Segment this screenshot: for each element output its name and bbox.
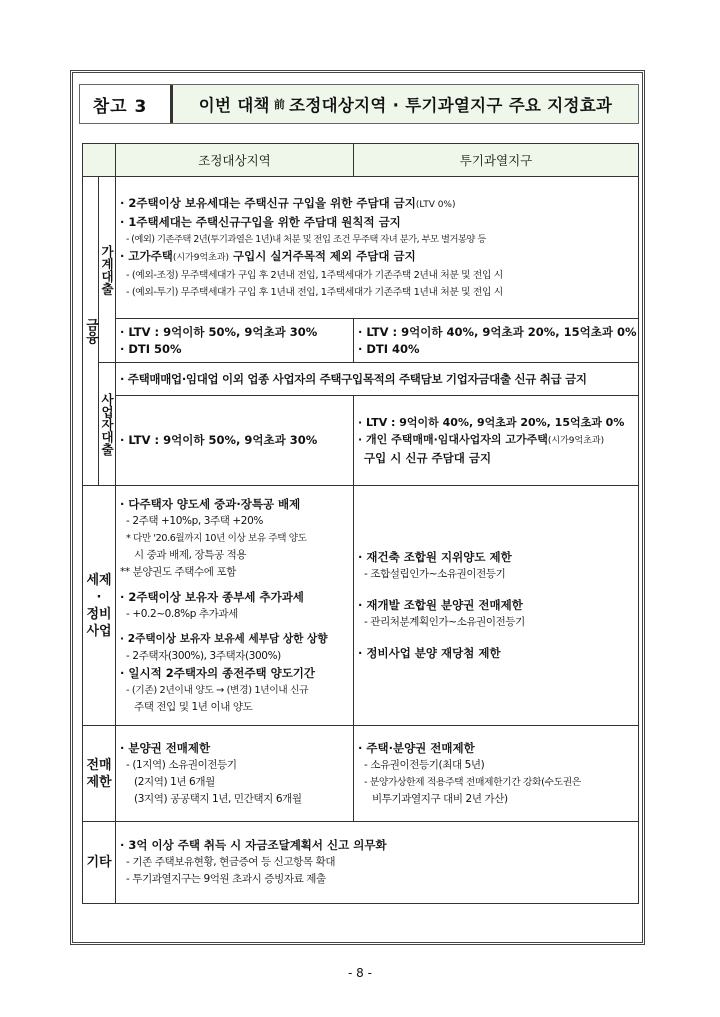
tax-right-0: · 재건축 조합원 지위양도 제한: [358, 550, 512, 564]
business-common-cell: [116, 363, 639, 396]
business-left-cell: [116, 396, 354, 486]
business-right-cell: [354, 396, 639, 486]
tax-right-2: · 재개발 조합원 분양권 전매제한: [358, 598, 523, 612]
column-header-adjustment-area: 조정대상지역: [116, 144, 354, 177]
tax-left-8: - 2주택자(300%), 3주택자(300%): [126, 649, 281, 662]
resale-left-3: (3지역) 공공택지 1년, 민간택지 6개월: [134, 792, 302, 805]
tax-right-1: - 조합설립인가~소유권이전등기: [364, 568, 506, 580]
resale-left-2: (2지역) 1년 6개월: [134, 775, 215, 788]
hh-line4b: 구입시 실거주목적 제외 주담대 금지: [229, 248, 416, 263]
title-mid: 前: [273, 98, 286, 111]
comparison-table: [82, 143, 639, 904]
biz-right-ltv: · LTV : 9억이하 40%, 9억초과 20%, 15억초과 0%: [358, 416, 625, 429]
hh-right-ltv: · LTV : 9억이하 40%, 9억초과 20%, 15억초과 0%: [358, 324, 637, 339]
title-pre: 이번 대책: [198, 96, 270, 115]
hh-line1-note: (LTV 0%): [415, 199, 456, 210]
tax-left-1: - 2주택 +10%p, 3주택 +20%: [126, 514, 263, 527]
tax-left-6: - +0.2~0.8%p 추가과세: [126, 607, 238, 620]
title-post: 조정대상지역 · 투기과열지구 주요 지정효과: [289, 96, 613, 115]
tax-right-3: - 관리처분계획인가~소유권이전등기: [364, 616, 525, 628]
resale-right-3: 비투기과열지구 대비 2년 가산): [372, 792, 508, 805]
tax-left-7: · 2주택이상 보유자 보유세 세부담 상한 상향: [120, 632, 328, 645]
household-common-cell: [116, 177, 639, 319]
tax-right-4: · 정비사업 분양 재당첨 제한: [358, 646, 501, 660]
resale-right-cell: [354, 726, 639, 822]
hh-left-ltv: · LTV : 9억이하 50%, 9억초과 30%: [120, 324, 318, 339]
tax-left-5: · 2주택이상 보유자 종부세 추가과세: [120, 589, 304, 604]
page-number: - 8 -: [348, 966, 372, 980]
resale-right-2: - 분양가상한제 적용주택 전매제한기간 강화(수도권은: [364, 776, 581, 788]
etc-line-0: · 3억 이상 주택 취득 시 자금조달계획서 신고 의무화: [120, 838, 387, 852]
category-resale-restriction: 전매 제한: [83, 726, 116, 822]
resale-right-0: · 주택·분양권 전매제한: [358, 740, 475, 755]
hh-line1: · 2주택이상 보유세대는 주택신규 구입을 위한 주담대 금지: [120, 195, 416, 210]
hh-line4-note: (시가9억초과): [172, 252, 230, 263]
tax-right-cell: [354, 486, 639, 726]
reference-label: 참고 3: [92, 96, 148, 117]
resale-left-0: · 분양권 전매제한: [120, 740, 211, 755]
hh-line5: - (예외-조정) 무주택세대가 구입 후 2년내 전입, 1주택세대가 기존주택 2년내 처분 및 전입 시: [126, 269, 503, 281]
biz-right-note: (시가9억초과): [547, 436, 605, 446]
subcategory-household-loan: 가계대출: [99, 177, 116, 363]
hh-line2: · 1주택세대는 주택신규구입을 위한 주담대 원칙적 금지: [120, 214, 401, 229]
hh-line4a: · 고가주택: [120, 248, 173, 263]
household-left-cell: [116, 319, 354, 363]
etc-cell: [116, 822, 639, 904]
section-title: [170, 85, 638, 123]
category-etc: 기타: [83, 822, 116, 904]
tax-left-3: 시 중과 배제, 장특공 적용: [134, 548, 247, 561]
section-title-box: [79, 84, 639, 124]
biz-right-line2: · 개인 주택매매·임대사업자의 고가주택: [358, 433, 548, 446]
resale-left-1: - (1지역) 소유권이전등기: [126, 758, 237, 771]
hh-right-dti: · DTI 40%: [358, 341, 420, 356]
resale-right-1: - 소유권이전등기(최대 5년): [364, 758, 485, 771]
column-header-speculation-area: 투기과열지구: [354, 144, 639, 177]
tax-left-4: ** 분양권도 주택수에 포함: [120, 565, 236, 578]
household-right-cell: [354, 319, 639, 363]
biz-left-ltv: · LTV : 9억이하 50%, 9억초과 30%: [120, 433, 318, 447]
header-corner: [83, 144, 116, 177]
biz-right-line3: 구입 시 신규 주담대 금지: [364, 451, 492, 465]
category-finance: 금융: [83, 177, 99, 486]
hh-line3: - (예외) 기존주택 2년(투기과열은 1년)내 처분 및 전입 조건 무주택 자녀 분가, 부모 별거봉양 등: [126, 233, 486, 245]
etc-line-1: - 기존 주택보유현황, 현금증여 등 신고항목 확대: [126, 856, 336, 868]
tax-left-2: * 다만 '20.6월까지 10년 이상 보유 주택 양도: [126, 532, 307, 544]
resale-left-cell: [116, 726, 354, 822]
hh-line6: - (예외-투기) 무주택세대가 구입 후 1년내 전입, 1주택세대가 기존주택 1년내 처분 및 전입 시: [126, 286, 503, 298]
subcategory-business-loan: 사업자대출: [99, 363, 116, 486]
tax-left-11: 주택 전입 및 1년 이내 양도: [134, 700, 253, 713]
hh-left-dti: · DTI 50%: [120, 341, 182, 356]
category-tax-redevelopment: 세제 · 정비 사업: [83, 486, 116, 726]
tax-left-10: - (기존) 2년이내 양도 → (변경) 1년이내 신규: [126, 684, 309, 696]
tax-left-0: · 다주택자 양도세 중과·장특공 배제: [120, 496, 301, 511]
biz-common: · 주택매매업·임대업 이외 업종 사업자의 주택구입목적의 주택담보 기업자금대출 신규 취급 금지: [120, 371, 587, 386]
tax-left-cell: [116, 486, 354, 726]
tax-left-9: · 일시적 2주택자의 종전주택 양도기간: [120, 665, 316, 680]
etc-line-2: - 투기과열지구는 9억원 초과시 증빙자료 제출: [126, 873, 326, 885]
